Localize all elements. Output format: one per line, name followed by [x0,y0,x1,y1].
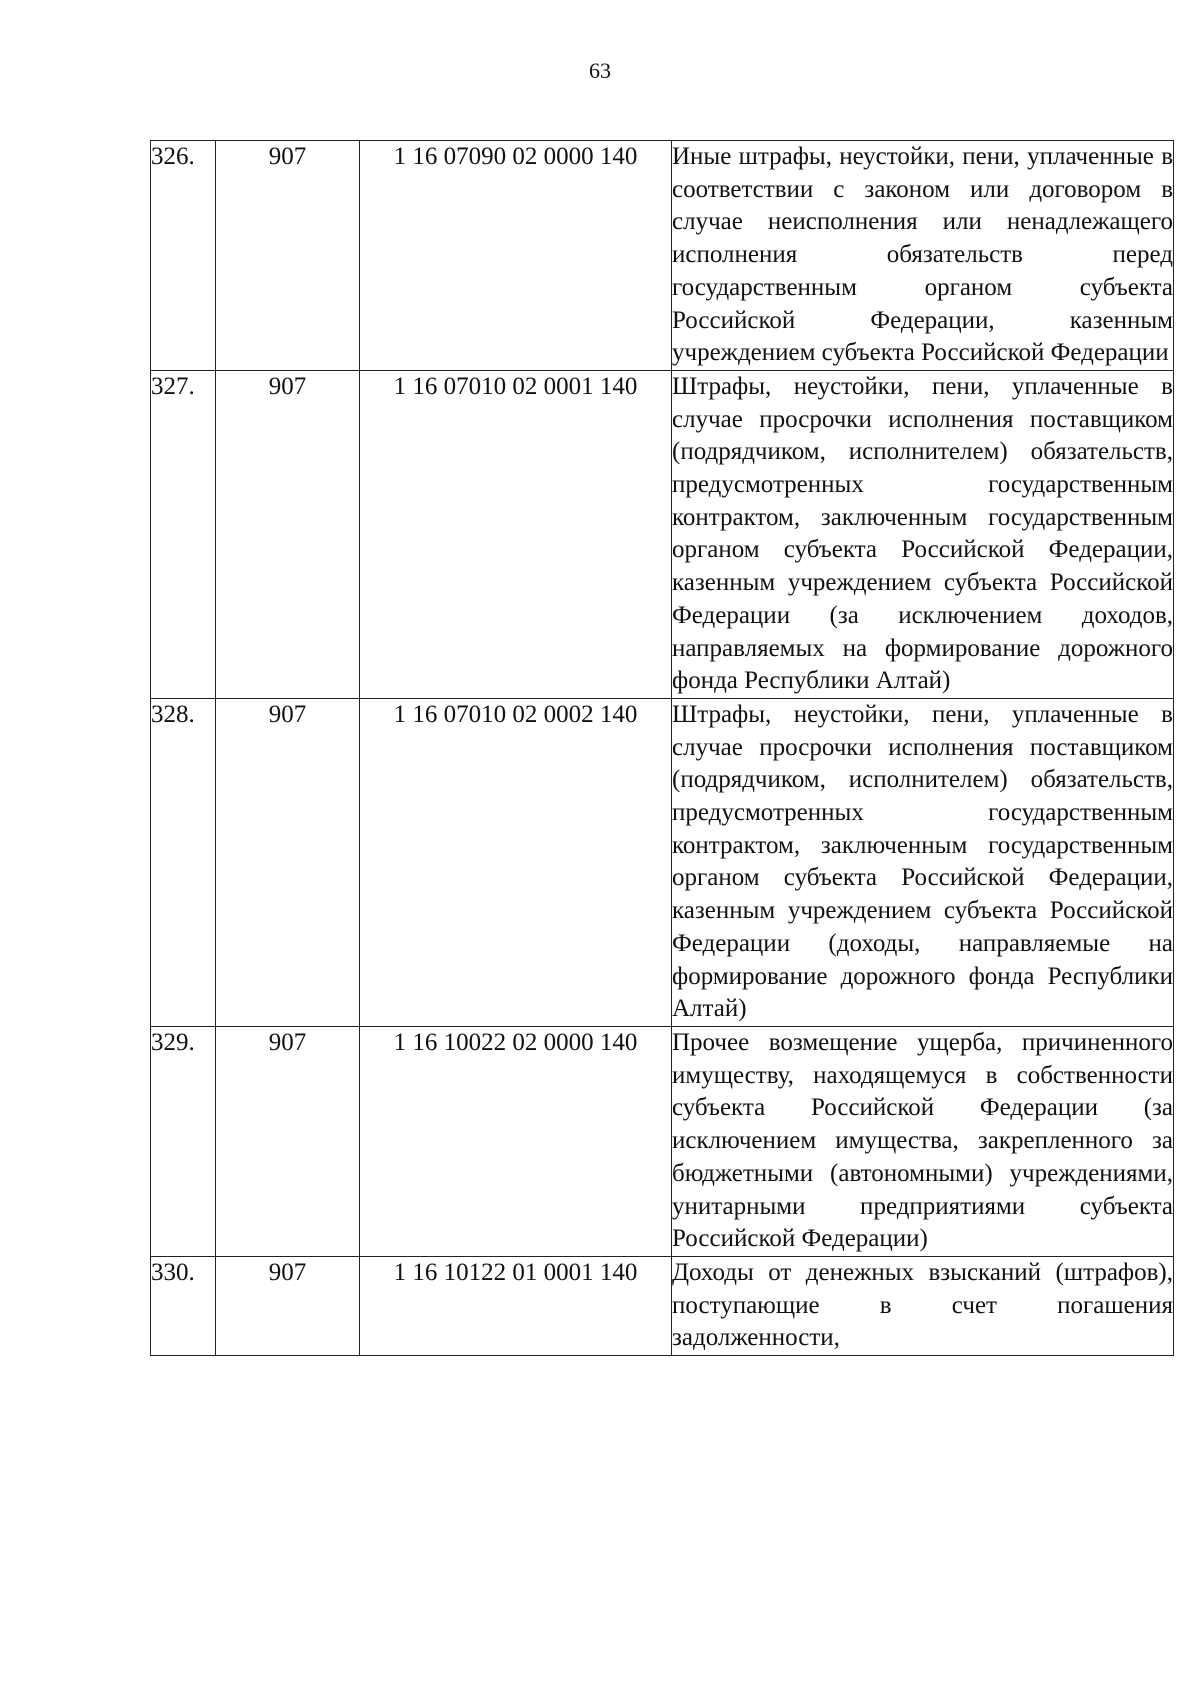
income-description: Штрафы, неустойки, пени, уплаченные в случае просрочки исполнения поставщиком (подрядчиком, исполнителем) обязательств, предусмотренных государственным контрактом, заключенным государственным органом субъекта Российской Федерации, казенным учреждением субъекта Российской Федерации (доходы, направляемые на формирование дорожного фонда Республики Алтай) [672,698,1174,1026]
table-row [151,1026,1174,1256]
budget-classification-code: 1 16 10022 02 0000 140 [360,1026,672,1256]
income-description: Штрафы, неустойки, пени, уплаченные в случае просрочки исполнения поставщиком (подрядчиком, исполнителем) обязательств, предусмотренных государственным контрактом, заключенным государственным органом субъекта Российской Федерации, казенным учреждением субъекта Российской Федерации (за исключением доходов, направляемых на формирование дорожного фонда Республики Алтай) [672,370,1174,698]
table-row [151,1256,1174,1355]
budget-classification-code: 1 16 07090 02 0000 140 [360,141,672,371]
table-row [151,370,1174,698]
budget-classification-table [150,140,1174,1356]
income-description: Иные штрафы, неустойки, пени, уплаченные в соответствии с законом или договором в случае неисполнения или ненадлежащего исполнения обязательств перед государственным органом субъекта Российской Федерации, казенным учреждением субъекта Российской Федерации [672,141,1174,371]
row-number: 326. [151,141,216,371]
budget-classification-code: 1 16 07010 02 0001 140 [360,370,672,698]
page-number: 63 [589,58,611,83]
administrator-code: 907 [216,370,360,698]
administrator-code: 907 [216,698,360,1026]
administrator-code: 907 [216,1256,360,1355]
row-number: 327. [151,370,216,698]
table-row [151,141,1174,371]
budget-classification-code: 1 16 07010 02 0002 140 [360,698,672,1026]
row-number: 328. [151,698,216,1026]
administrator-code: 907 [216,141,360,371]
row-number: 330. [151,1256,216,1355]
table-row [151,698,1174,1026]
administrator-code: 907 [216,1026,360,1256]
row-number: 329. [151,1026,216,1256]
budget-classification-code: 1 16 10122 01 0001 140 [360,1256,672,1355]
income-description: Прочее возмещение ущерба, причиненного имуществу, находящемуся в собственности субъекта Российской Федерации (за исключением имущества, закрепленного за бюджетными (автономными) учреждениями, унитарными предприятиями субъекта Российской Федерации) [672,1026,1174,1256]
income-description: Доходы от денежных взысканий (штрафов), поступающие в счет погашения задолженности, [672,1256,1174,1355]
